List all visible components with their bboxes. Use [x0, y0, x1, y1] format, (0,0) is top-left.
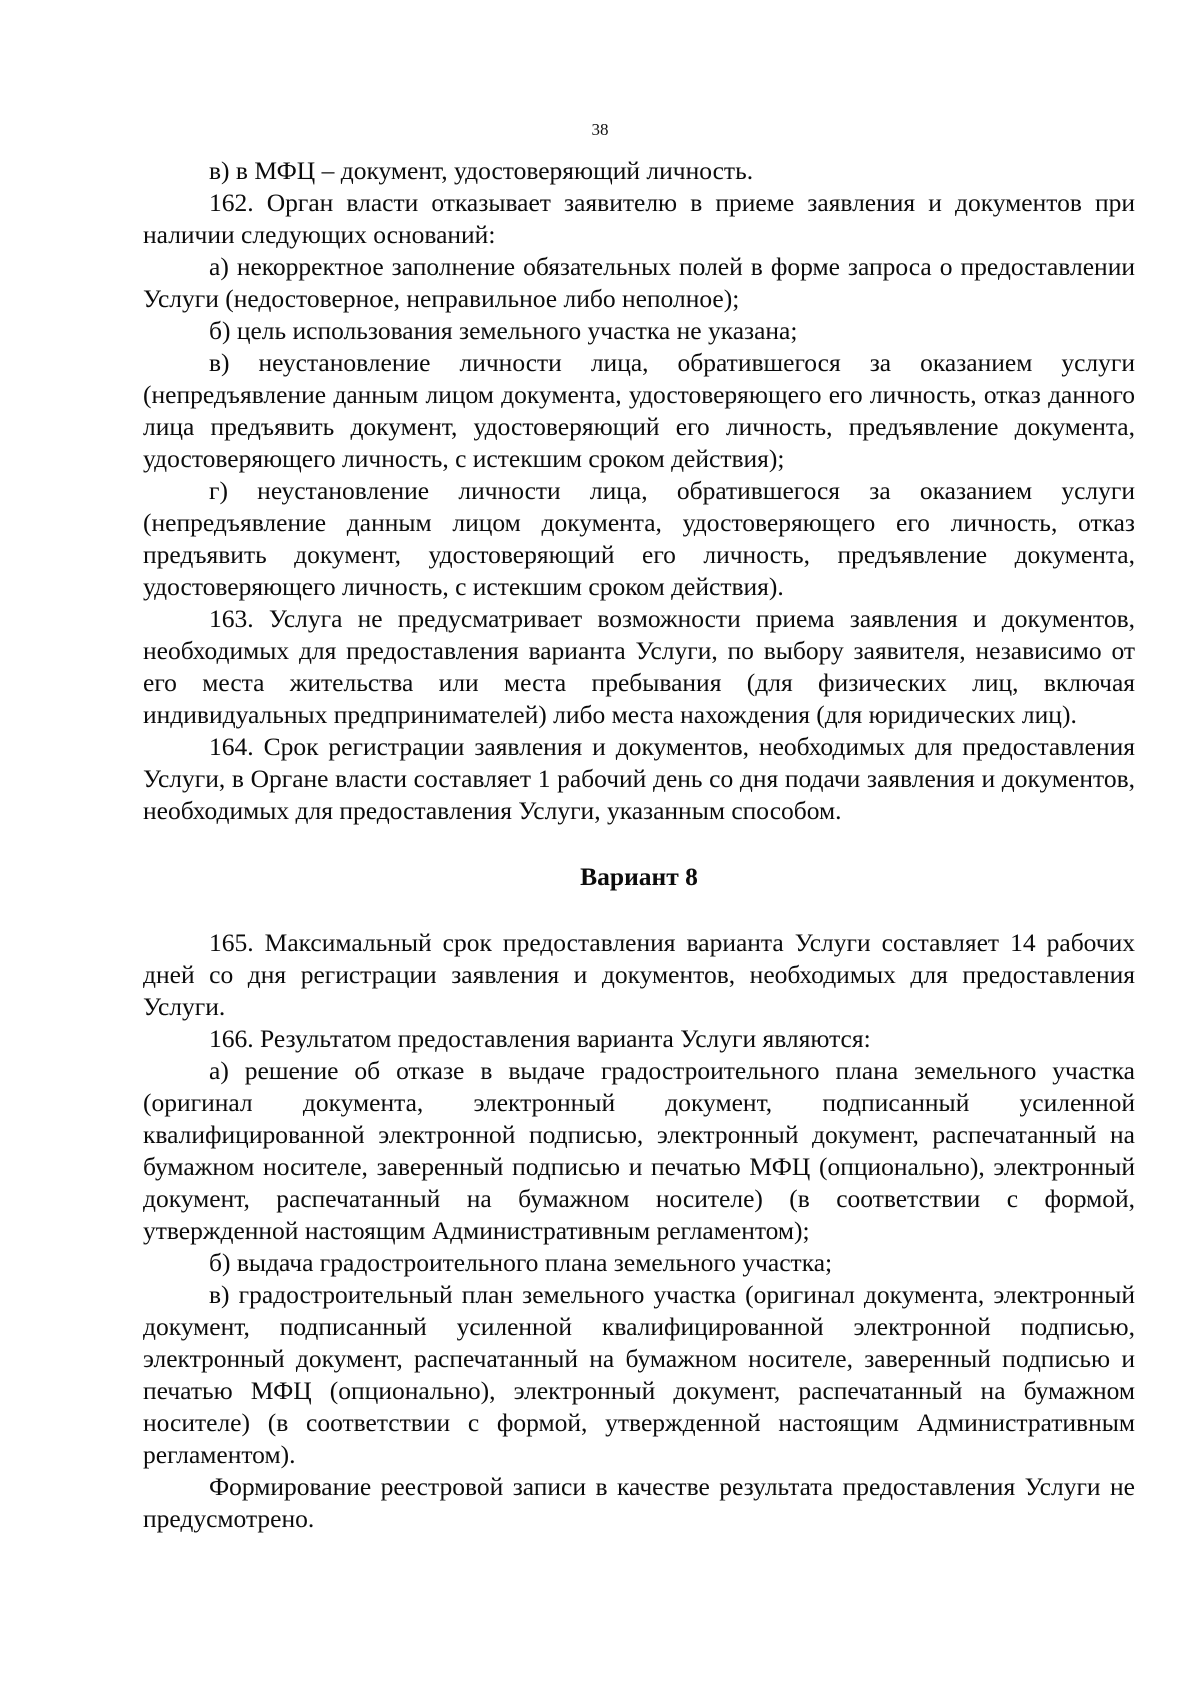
paragraph-166-v: в) градостроительный план земельного участка (оригинал документа, электронный документ, подписанный усиленной квалифицированной электронной подписью, электронный документ, распечатанный на бумажном носителе, заверенный подписью и печатью МФЦ (опционально), электронный документ, распечатанный на бумажном носителе) (в соответствии с формой, утвержденной настоящим Административным регламентом). [143, 1280, 1135, 1469]
paragraph-166-b: б) выдача градостроительного плана земельного участка; [209, 1248, 833, 1277]
paragraph-163: 163. Услуга не предусматривает возможности приема заявления и документов, необходимых для предоставления варианта Услуги, по выбору заявителя, независимо от его места жительства или места пребывания (для физических лиц, включая индивидуальных предпринимателей) либо места нахождения (для юридических лиц). [143, 604, 1135, 729]
paragraph-162-v: в) неустановление личности лица, обратившегося за оказанием услуги (непредъявление данным лицом документа, удостоверяющего его личность, отказ данного лица предъявить документ, удостоверяющий его личность, предъявление документа, удостоверяющего личность, с истекшим сроком действия); [143, 348, 1135, 473]
paragraph-registry-note: Формирование реестровой записи в качестве результата предоставления Услуги не предусмотрено. [143, 1472, 1135, 1533]
paragraph-v-mfc: в) в МФЦ – документ, удостоверяющий личность. [209, 156, 754, 185]
paragraph-165: 165. Максимальный срок предоставления варианта Услуги составляет 14 рабочих дней со дня регистрации заявления и документов, необходимых для предоставления Услуги. [143, 928, 1135, 1021]
paragraph-166-a: а) решение об отказе в выдаче градостроительного плана земельного участка (оригинал документа, электронный документ, подписанный усиленной квалифицированной электронной подписью, электронный документ, распечатанный на бумажном носителе, заверенный подписью и печатью МФЦ (опционально), электронный документ, распечатанный на бумажном носителе) (в соответствии с формой, утвержденной настоящим Административным регламентом); [143, 1056, 1135, 1245]
document-body [143, 155, 1135, 1535]
paragraph-166: 166. Результатом предоставления варианта Услуги являются: [209, 1024, 871, 1053]
paragraph-164: 164. Срок регистрации заявления и документов, необходимых для предоставления Услуги, в Органе власти составляет 1 рабочий день со дня подачи заявления и документов, необходимых для предоставления Услуги, указанным способом. [143, 732, 1135, 825]
paragraph-162: 162. Орган власти отказывает заявителю в приеме заявления и документов при наличии следующих оснований: [143, 188, 1135, 249]
paragraph-162-b: б) цель использования земельного участка не указана; [209, 316, 798, 345]
page-number: 38 [591, 120, 609, 139]
paragraph-162-a: а) некорректное заполнение обязательных полей в форме запроса о предоставлении Услуги (недостоверное, неправильное либо неполное); [143, 252, 1135, 313]
paragraph-162-g: г) неустановление личности лица, обратившегося за оказанием услуги (непредъявление данным лицом документа, удостоверяющего его личность, отказ предъявить документ, удостоверяющий его личность, предъявление документа, удостоверяющего личность, с истекшим сроком действия). [143, 476, 1135, 601]
section-title: Вариант 8 [580, 862, 698, 891]
